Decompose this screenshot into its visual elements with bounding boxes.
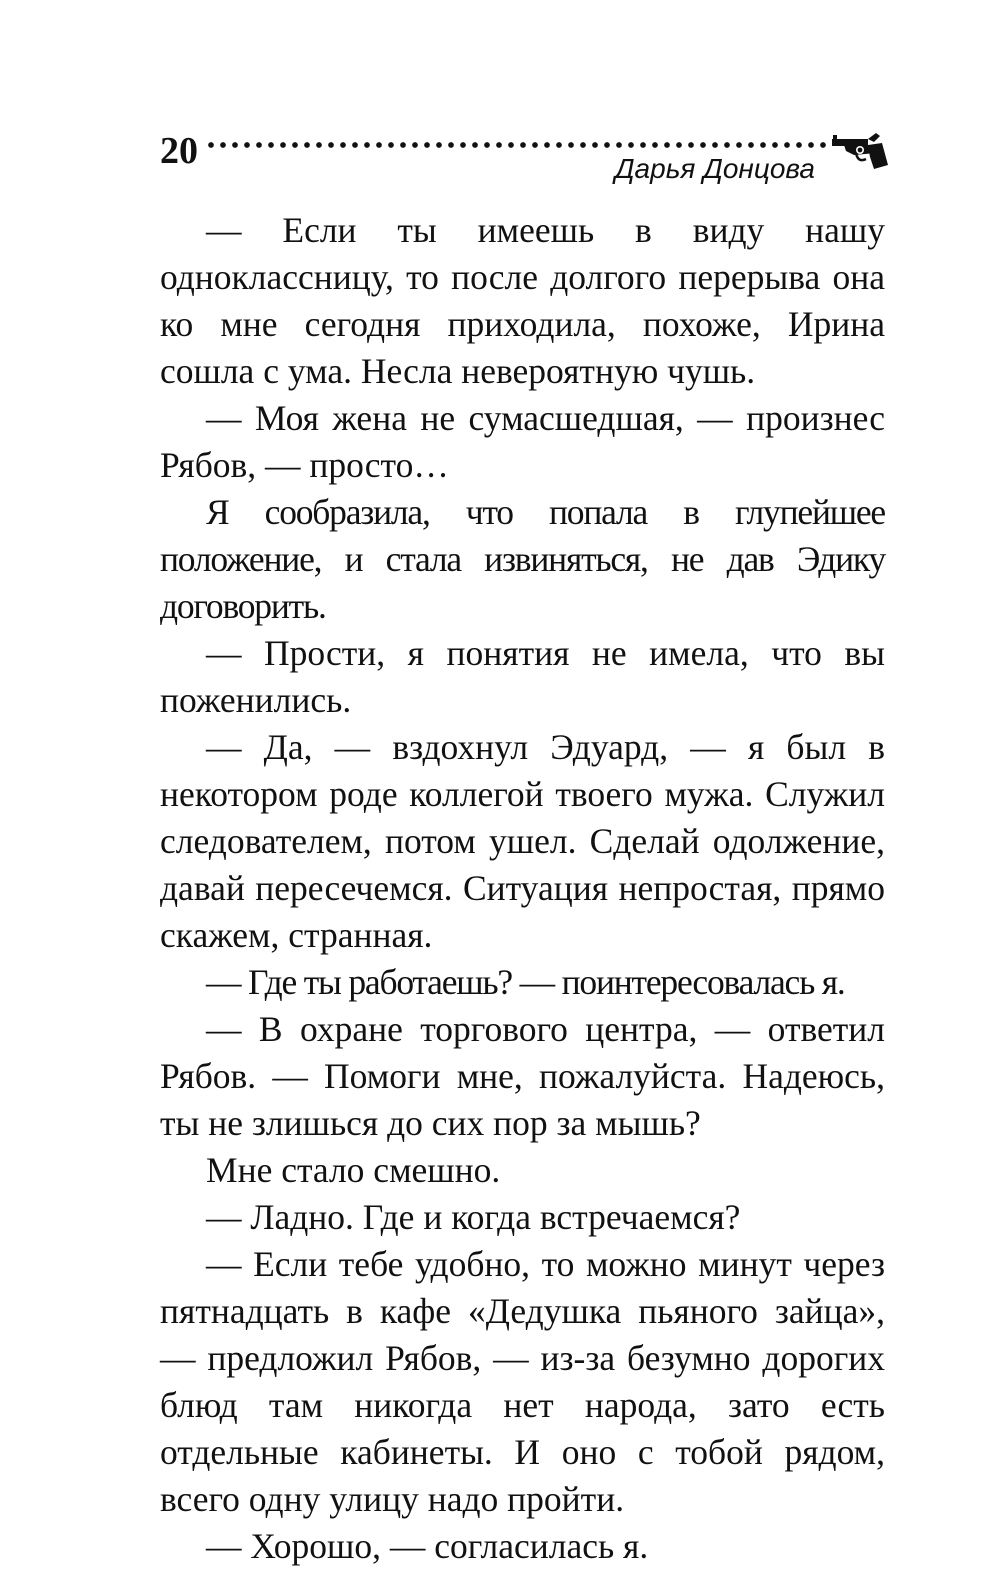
paragraph: — В охране торгового центра, — ответил Рябов. — Помоги мне, пожалуйста. Надеюсь, ты не злишься до сих пор за мышь? bbox=[160, 1009, 885, 1143]
author-name: Дарья Донцова bbox=[614, 153, 815, 184]
running-header bbox=[0, 0, 1000, 200]
page-number: 20 bbox=[160, 130, 198, 172]
paragraph: — Ладно. Где и когда встречаемся? bbox=[206, 1197, 741, 1237]
paragraph: — Где ты работаешь? — поинтересовалась я. bbox=[206, 962, 845, 1002]
paragraph: — Хорошо, — согласилась я. bbox=[206, 1526, 649, 1566]
paragraph: Мне стало смешно. bbox=[206, 1150, 501, 1190]
body-text bbox=[160, 207, 885, 1570]
paragraph: — Да, — вздохнул Эдуард, — я был в некотором роде коллегой твоего мужа. Служил следователем, потом ушел. Сделай одолжение, давай пересечемся. Ситуация непростая, прямо скажем, странная. bbox=[160, 727, 885, 955]
paragraph: — Моя жена не сумасшедшая, — произнес Рябов, — просто… bbox=[160, 398, 885, 485]
dotted-rule bbox=[205, 140, 830, 150]
paragraph: — Если ты имеешь в виду нашу одноклассницу, то после долгого перерыва она ко мне сегодня приходила, похоже, Ирина сошла с ума. Несла невероятную чушь. bbox=[160, 210, 885, 391]
paragraph: Я сообразила, что попала в глупейшее положение, и стала извиняться, не дав Эдику договорить. bbox=[160, 492, 885, 626]
paragraph: — Если тебе удобно, то можно минут через пятнадцать в кафе «Дедушка пьяного зайца», — предложил Рябов, — из-за безумно дорогих блюд там никогда нет народа, зато есть отдельные кабинеты. И оно с тобой рядом, всего одну улицу надо пройти. bbox=[160, 1244, 885, 1519]
paragraph: — Прости, я понятия не имела, что вы поженились. bbox=[160, 633, 885, 720]
revolver-icon bbox=[830, 133, 890, 173]
